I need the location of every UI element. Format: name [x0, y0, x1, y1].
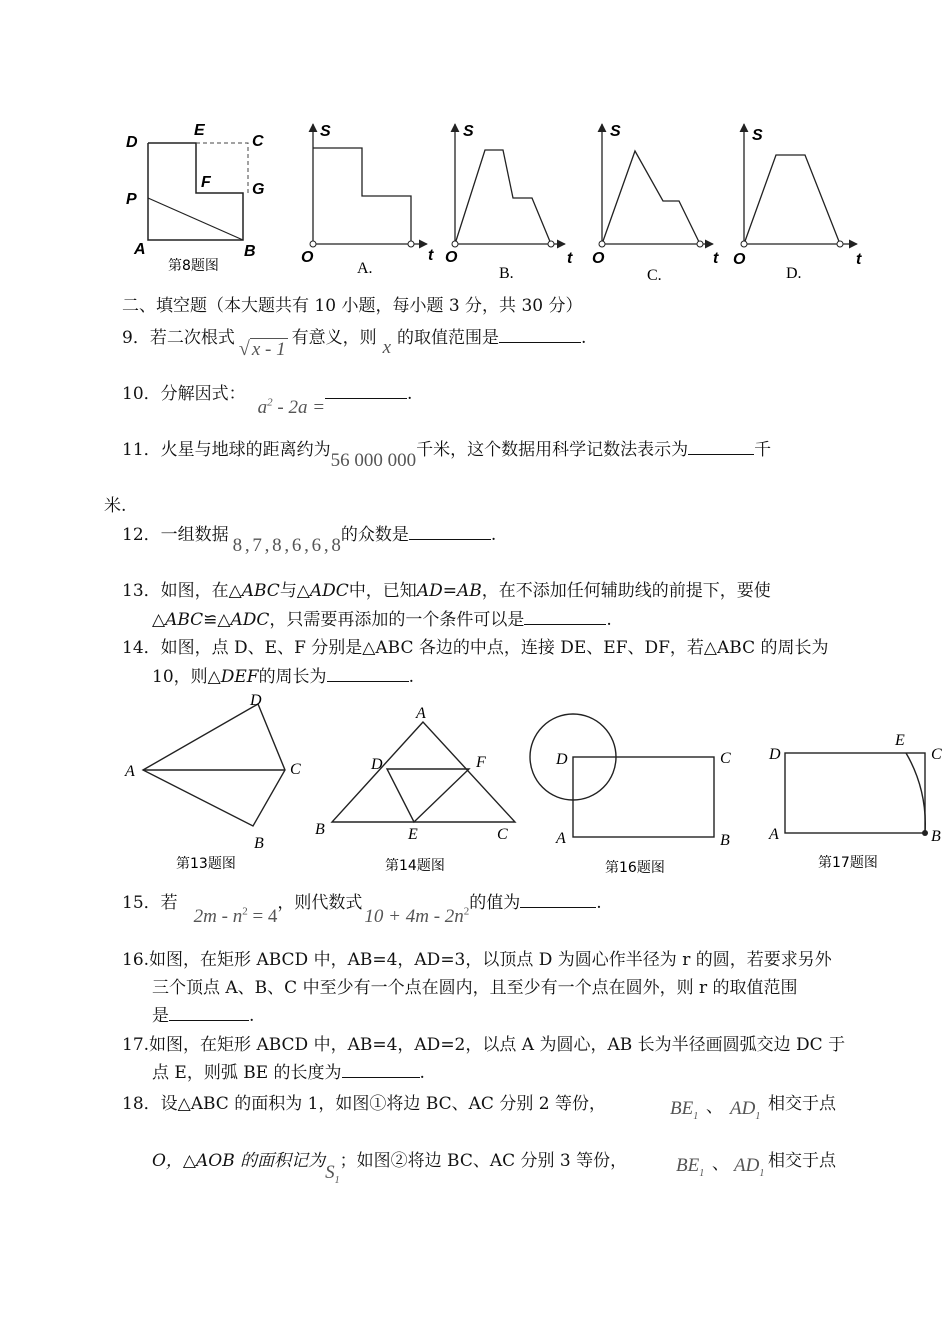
question-14-line-2: 10，则△DEF的周长为 . [152, 667, 414, 687]
figure-16 [520, 704, 745, 882]
question-18: 18．设△ABC 的面积为 1，如图①将边 BC、AC 分别 2 等份， [122, 1094, 606, 1114]
label-b: B [720, 832, 730, 849]
option-b-graph [445, 123, 573, 282]
origin-label: O [445, 249, 458, 266]
question-17-line-2: 点 E，则弧 BE 的长度为 . [152, 1063, 425, 1083]
q9-radical: √ x - 1 [238, 338, 286, 360]
answer-blank-16[interactable] [169, 1005, 249, 1021]
q11-text: 火星与地球的距离约为 [160, 440, 331, 460]
q12-data: 8 , 7 , 8 , 6 , 6 , 8 [232, 535, 341, 556]
label-a: A [125, 763, 135, 780]
option-graphs [295, 118, 875, 288]
axis-s-label: S [320, 123, 331, 140]
label-c: C [290, 761, 301, 778]
question-14: 14．如图，点 D、E、F 分别是△ABC 各边的中点，连接 DE、EF、DF，若△ABC 的周长为 [122, 638, 829, 658]
question-16-line-3: 是 . [152, 1006, 255, 1026]
answer-blank-11[interactable] [688, 439, 754, 455]
label-c: C [497, 826, 508, 843]
question-10: 10．分解因式：$a^2 - 2a$ =. [122, 384, 413, 418]
label-b: B [931, 828, 941, 845]
label-d: D [126, 134, 138, 151]
axis-s-label: S [463, 123, 474, 140]
question-number: 12． [122, 525, 161, 545]
q11-value: 56 000 000 [330, 450, 417, 471]
axis-s-label: S [610, 123, 621, 140]
question-number: 9． [122, 328, 150, 348]
label-a: A [134, 241, 146, 258]
question-number: 15． [122, 893, 161, 913]
question-11: 11．火星与地球的距离约为56 000 000千米，这个数据用科学记数法表示为 千 [122, 440, 772, 471]
question-17: 17.如图，在矩形 ABCD 中，AB=4，AD=2，以点 A 为圆心，AB 长为半径画圆弧交边 DC 于 [122, 1035, 846, 1055]
q15-expression-2: $10 + 4m - 2n^2$ [364, 905, 470, 927]
label-e: E [194, 122, 205, 139]
figure-14-caption: 第14题图 [385, 858, 445, 874]
q18-segment-ad1: $AD_1$ [730, 1098, 761, 1122]
origin-label: O [301, 249, 314, 266]
answer-blank-17[interactable] [342, 1062, 420, 1078]
option-b-label: B. [499, 265, 514, 282]
label-g: G [252, 181, 265, 198]
question-number: 18． [122, 1094, 161, 1114]
q18-segment-ad1-second: $AD_1$ [734, 1155, 765, 1179]
q18-separator: 、 [706, 1097, 723, 1117]
answer-blank-9[interactable] [499, 327, 581, 343]
q9-text: 的取值范围是 [397, 328, 500, 348]
label-e: E [408, 826, 418, 843]
q18-separator-second: 、 [712, 1154, 729, 1174]
q18-area-s1: $S_1$ [325, 1162, 340, 1186]
label-d: D [250, 692, 262, 709]
q11-wrap: 米. [104, 496, 127, 516]
question-15: 15．若$2m - n^2 = 4$，则代数式$10 + 4m - 2n^2$的值为 . [122, 893, 602, 927]
figure-14 [310, 700, 525, 880]
label-c: C [252, 133, 264, 150]
q12-text: 一组数据 [160, 525, 229, 545]
option-a-label: A. [357, 260, 373, 277]
q15-expression-1: $2m - n^2 = 4$ [193, 905, 278, 927]
question-number: 17. [122, 1035, 150, 1055]
label-d: D [556, 751, 568, 768]
question-18-line-2: O，△AOB 的面积记为$S_1$；如图②将边 BC、AC 分别 3 等份， [152, 1151, 628, 1186]
q9-text: 有意义，则 [291, 328, 377, 348]
label-c: C [720, 750, 731, 767]
figure-8-outline [148, 143, 243, 240]
q18-tail: 相交于点 [768, 1094, 836, 1114]
origin-label: O [733, 251, 746, 268]
label-b: B [254, 835, 264, 852]
question-13-line-2: △ABC≌△ADC，只需要再添加的一个条件可以是 . [152, 610, 612, 630]
question-13: 13．如图，在△ABC与△ADC中，已知AD=AB，在不添加任何辅助线的前提下，要使 [122, 581, 771, 601]
label-a: A [556, 830, 566, 847]
option-a-graph [301, 123, 434, 277]
figure-8-segment-pb [148, 198, 243, 240]
label-c: C [931, 746, 942, 763]
figure-8-caption: 第8题图 [168, 258, 219, 274]
answer-blank-15[interactable] [520, 892, 596, 908]
q12-text: 的众数是 [340, 525, 409, 545]
section-title: 二、填空题（本大题共有 10 小题，每小题 3 分，共 30 分） [122, 296, 583, 316]
option-d-label: D. [786, 265, 802, 282]
label-a: A [416, 705, 426, 722]
label-b: B [315, 821, 325, 838]
axis-t-label: t [567, 250, 573, 267]
q11-text: 千米，这个数据用科学记数法表示为 [416, 440, 689, 460]
axis-t-label: t [428, 247, 434, 264]
question-number: 13． [122, 581, 161, 601]
question-16: 16.如图，在矩形 ABCD 中，AB=4，AD=3，以顶点 D 为圆心作半径为 r 的圆，若要求另外 [122, 950, 832, 970]
answer-blank-13[interactable] [524, 609, 606, 625]
q10-text: 分解因式： [160, 384, 246, 404]
option-c-label: C. [647, 267, 662, 284]
option-c-graph [592, 123, 719, 284]
question-9: 9．若二次根式 √ x - 1有意义，则 x 的取值范围是 . [122, 328, 587, 360]
question-12: 12．一组数据 8 , 7 , 8 , 6 , 6 , 8的众数是 . [122, 525, 497, 556]
q10-expression: $a^2 - 2a$ = [257, 396, 326, 418]
q18-segment-be1-second: $BE_1$ [676, 1155, 705, 1179]
q9-variable: x [382, 337, 392, 358]
axis-t-label: t [856, 251, 862, 268]
question-number: 10． [122, 384, 161, 404]
origin-label: O [592, 250, 605, 267]
figure-17 [765, 726, 947, 876]
label-e: E [895, 732, 905, 749]
q9-radicand: x - 1 [251, 339, 286, 360]
figure-8 [118, 118, 288, 278]
q18-tail-second: 相交于点 [768, 1151, 836, 1171]
question-number: 14． [122, 638, 161, 658]
figure-13-caption: 第13题图 [176, 856, 236, 872]
axis-t-label: t [713, 250, 719, 267]
answer-blank-12[interactable] [409, 524, 491, 540]
figure-13 [118, 688, 318, 880]
label-a: A [769, 826, 779, 843]
label-d: D [371, 756, 383, 773]
answer-blank-14[interactable] [327, 666, 409, 682]
label-f: F [476, 754, 486, 771]
question-16-line-2: 三个顶点 A、B、C 中至少有一个点在圆内，且至少有一个点在圆外，则 r 的取值范围 [152, 978, 798, 998]
option-d-graph [733, 124, 862, 282]
figure-17-caption: 第17题图 [818, 855, 878, 871]
label-p: P [126, 191, 137, 208]
label-d: D [769, 746, 781, 763]
question-number: 16. [122, 950, 150, 970]
q18-segment-be1: $BE_1$ [670, 1098, 699, 1122]
q9-text: 若二次根式 [149, 328, 235, 348]
answer-blank-10[interactable] [325, 383, 407, 399]
figure-16-caption: 第16题图 [605, 860, 665, 876]
label-b: B [244, 243, 256, 260]
question-number: 11． [122, 440, 161, 460]
label-f: F [201, 174, 211, 191]
axis-s-label: S [752, 127, 763, 144]
